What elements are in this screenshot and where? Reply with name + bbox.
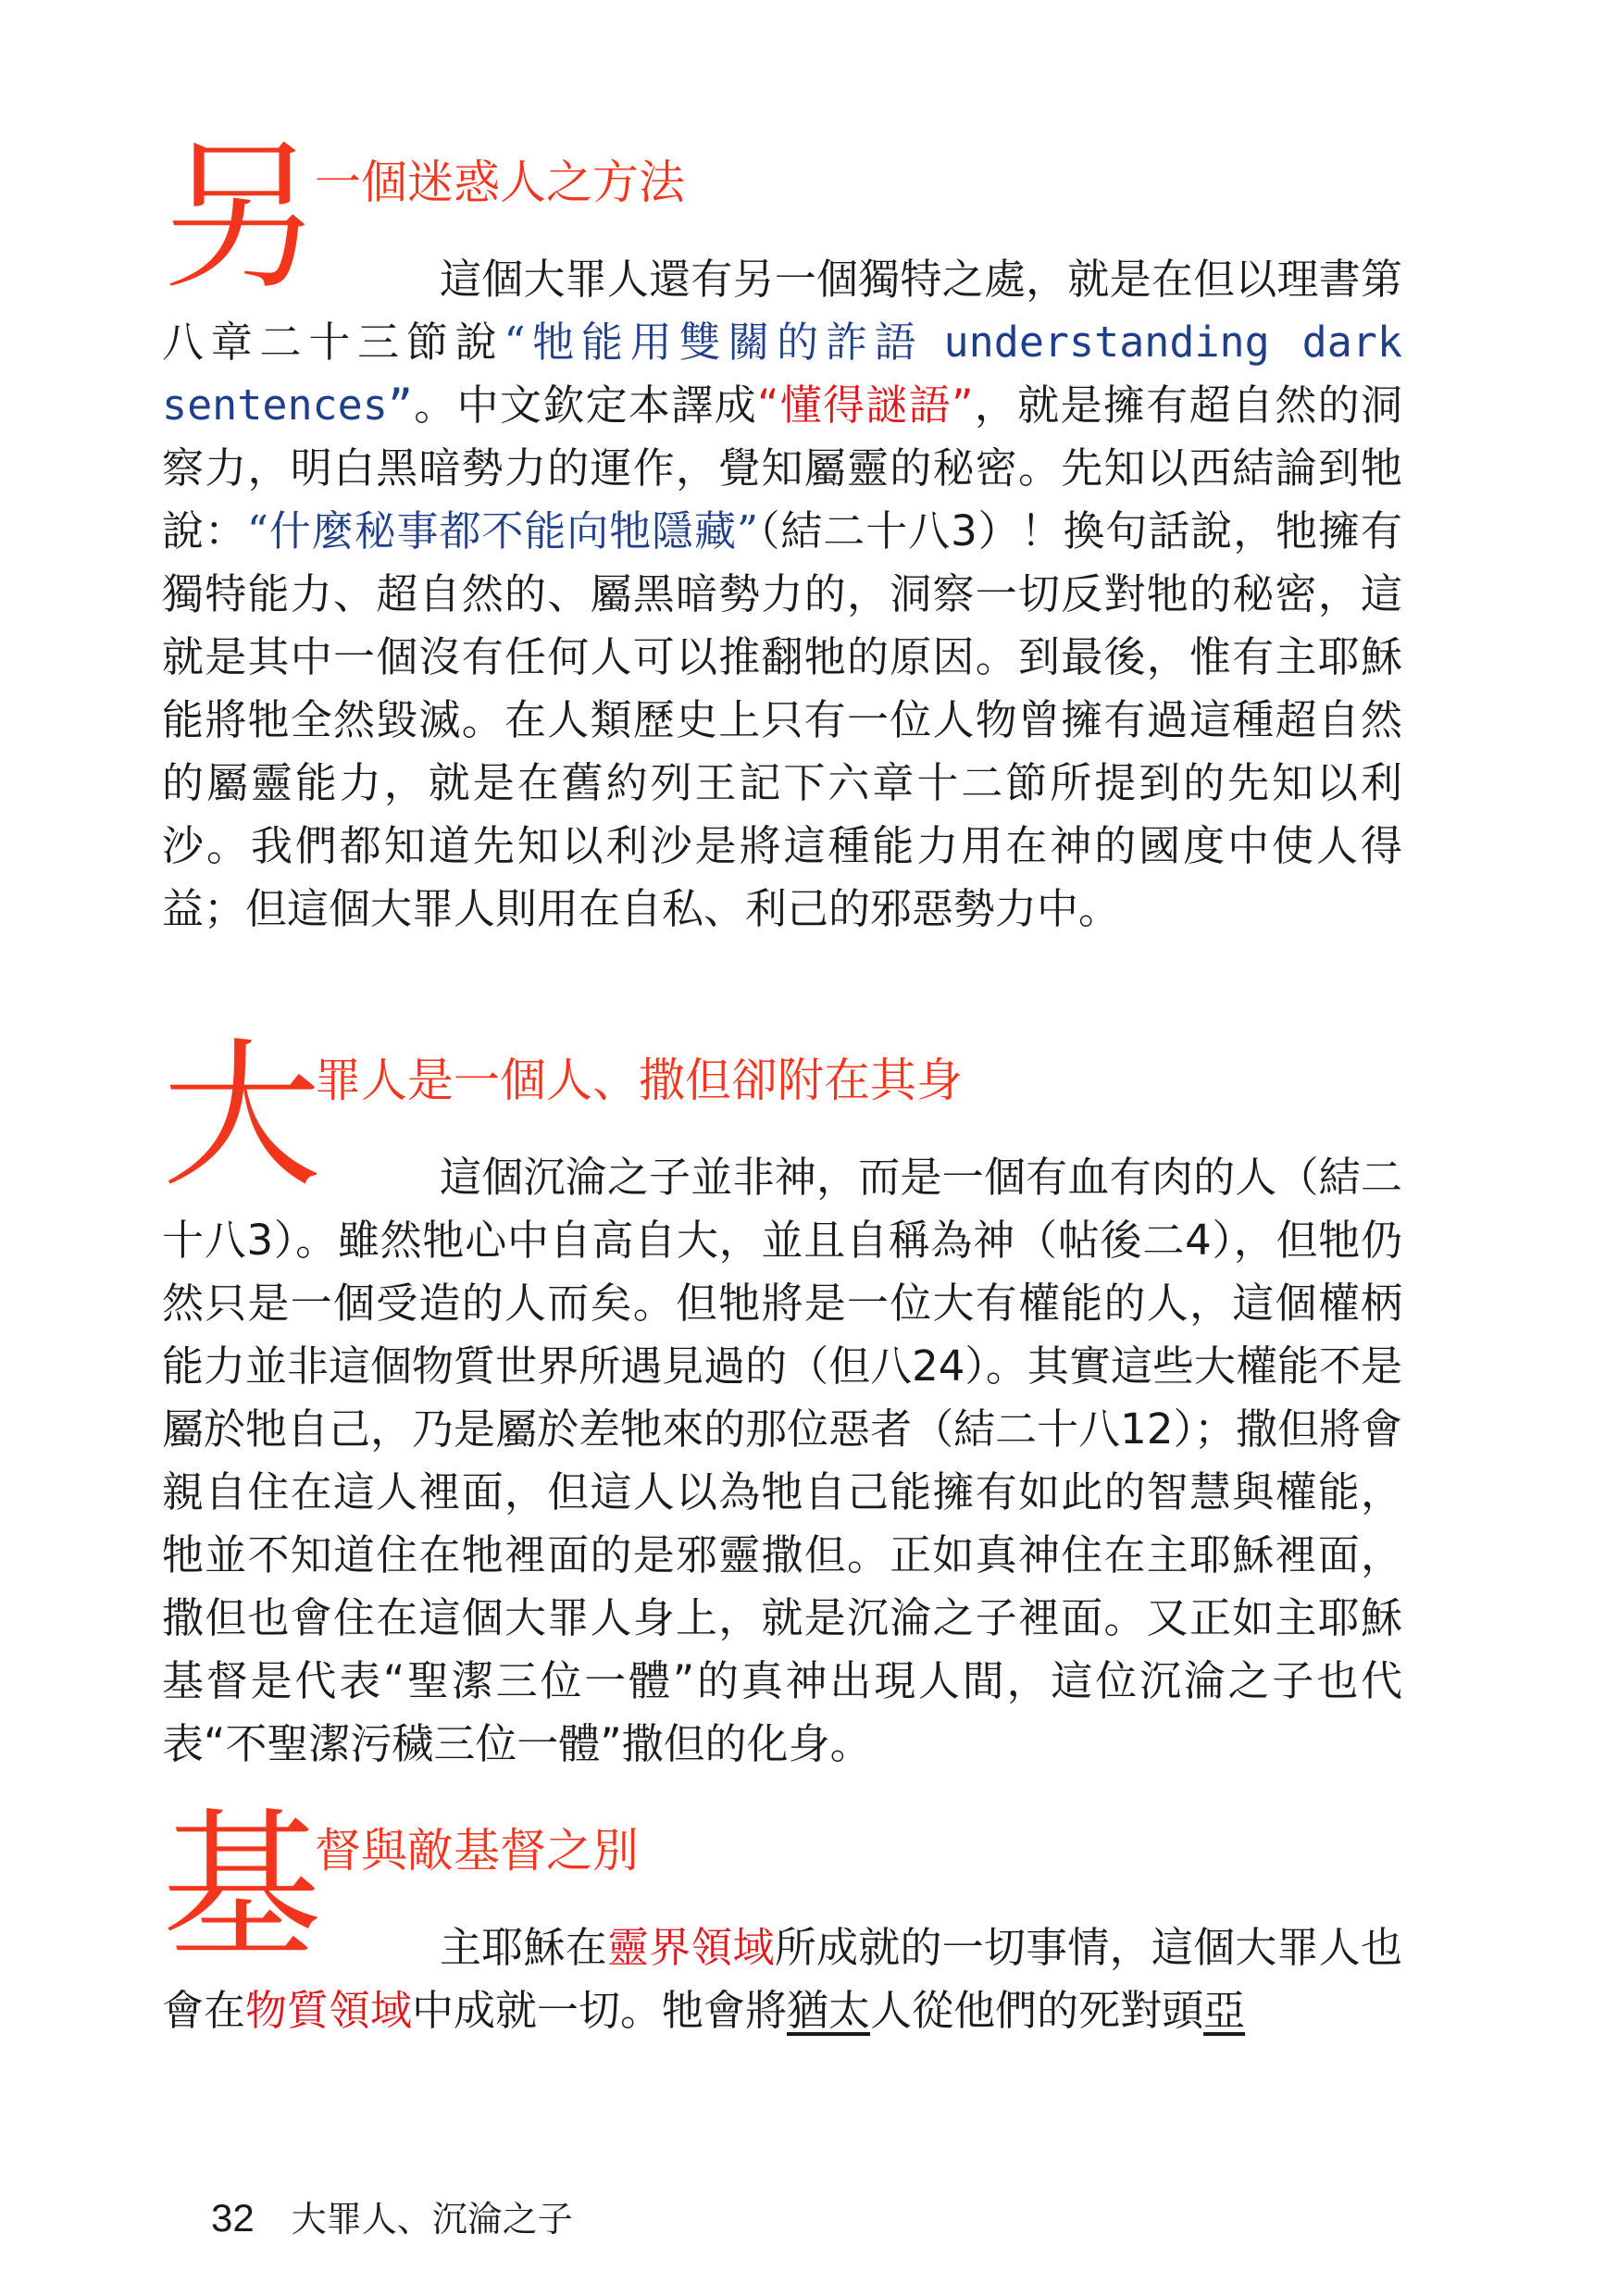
- english-quote: understanding dark sentences”: [162, 318, 1402, 430]
- drop-cap: 另: [162, 125, 321, 311]
- drop-cap: 基: [162, 1793, 321, 1979]
- section-heading: 罪人是一個人、撒但卻附在其身: [315, 1054, 963, 1107]
- page-number: 32: [211, 2196, 255, 2240]
- drop-cap: 大: [162, 1023, 321, 1209]
- running-title: 大罪人、沉淪之子: [291, 2199, 573, 2240]
- section-heading: 督與敵基督之別: [315, 1824, 639, 1878]
- page-footer: [211, 2190, 573, 2241]
- body-paragraph: 這個大罪人還有另一個獨特之處，就是在但以理書第八章二十三節說“牠能用雙關的詐語 understanding dark sentences”。中文欽定本譯成“懂得謎語”，就是擁有超自然的洞察力，明白黑暗勢力的運作，覺知屬靈的秘密。先知以西結論到牠說：“什麼秘事都不能向牠隱藏”（結二十八3）！換句話說，牠擁有獨特能力、超自然的、屬黑暗勢力的，洞察一切反對牠的秘密，這就是其中一個沒有任何人可以推翻牠的原因。到最後，惟有主耶穌能將牠全然毀滅。在人類歷史上只有一位人物曾擁有過這種超自然的屬靈能力，就是在舊約列王記下六章十二節所提到的先知以利沙。我們都知道先知以利沙是將這種能力用在神的國度中使人得益；但這個大罪人則用在自私、利己的邪惡勢力中。: [162, 255, 1402, 933]
- scripture-quote: “什麼秘事都不能向牠隱藏”: [246, 506, 759, 555]
- underlined-text: 亞: [1203, 1986, 1246, 2035]
- body-paragraph: 這個沉淪之子並非神，而是一個有血有肉的人（結二十八3）。雖然牠心中自高自大，並且自稱為神（帖後二4），但牠仍然只是一個受造的人而矣。但牠將是一位大有權能的人，這個權柄能力並非這個物質世界所遇見過的（但八24）。其實這些大權能不是屬於牠自己，乃是屬於差牠來的那位惡者（結二十八12）；撒但將會親自住在這人裡面，但這人以為牠自己能擁有如此的智慧與權能，牠並不知道住在牠裡面的是邪靈撒但。正如真神住在主耶穌裡面，撒但也會住在這個大罪人身上，就是沉淪之子裡面。又正如主耶穌基督是代表“聖潔三位一體”的真神出現人間，這位沉淪之子也代表“不聖潔污穢三位一體”撒但的化身。: [162, 1153, 1402, 1768]
- body-paragraph: 主耶穌在靈界領域所成就的一切事情，這個大罪人也會在物質領域中成就一切。牠會將猶太人從他們的死對頭亞: [162, 1923, 1402, 2035]
- highlight-text: 靈界領域: [606, 1923, 775, 1972]
- section-heading: 一個迷惑人之方法: [315, 156, 685, 209]
- scripture-quote: “牠能用雙關的詐語: [504, 318, 924, 367]
- section-christ-vs-antichrist: [162, 1793, 1402, 2048]
- highlight-text: “懂得謎語”: [757, 381, 974, 430]
- highlight-text: 物質領域: [245, 1986, 413, 2035]
- section-man-possessed: [162, 1023, 1402, 1778]
- underlined-text: 猶太: [787, 1986, 871, 2035]
- section-deceiving-method: [162, 125, 1402, 972]
